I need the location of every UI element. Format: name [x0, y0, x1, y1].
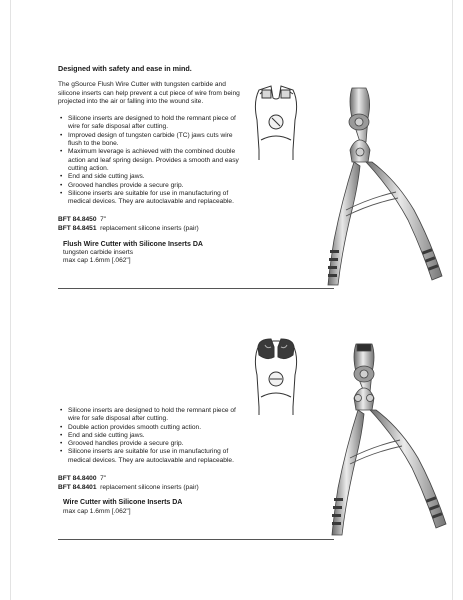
sku-line — [58, 475, 248, 484]
flush-cutter-jaw-detail-image — [245, 80, 307, 162]
intro-paragraph: The gSource Flush Wire Cutter with tungsten carbide and silicone inserts can help prevent a cut piece of wire from being projected into the air or falling into the wound site. — [58, 81, 240, 105]
section-divider — [58, 288, 334, 289]
list-item: • Improved design of tungsten carbide (TC) jaws cuts wire flush to the bone. — [68, 132, 248, 149]
sku-line — [58, 484, 248, 493]
sku-description: replacement silicone inserts (pair) — [100, 483, 199, 491]
sku-description: 7" — [100, 216, 107, 224]
section-divider — [58, 539, 334, 540]
list-item: • Grooved handles provide a secure grip. — [68, 182, 248, 190]
product-name: Flush Wire Cutter with Silicone Inserts DA — [63, 240, 203, 248]
sku-description: 7" — [100, 475, 107, 483]
list-item: • Silicone inserts are designed to hold the remnant piece of wire for safe disposal after cutting. — [68, 115, 248, 132]
sku-line — [58, 216, 248, 225]
list-item: • Double action provides smooth cutting action. — [68, 424, 248, 432]
sku-code: BFT 84.8400 — [58, 475, 97, 483]
sku-description: replacement silicone inserts (pair) — [100, 225, 199, 233]
list-item: • End and side cutting jaws. — [68, 173, 248, 181]
sku-code: BFT 84.8401 — [58, 483, 97, 491]
list-item: • Silicone inserts are designed to hold the remnant piece of wire for safe disposal after cutting. — [68, 407, 248, 424]
wire-cutter-jaw-detail-image — [245, 335, 307, 417]
section-flush-wire-cutter — [58, 65, 248, 266]
feature-list — [58, 115, 248, 206]
list-item: • Silicone inserts are suitable for use in manufacturing of medical devices. They are autoclavable and replaceable. — [68, 448, 248, 465]
product-name: Wire Cutter with Silicone Inserts DA — [63, 499, 183, 507]
page-edge-right — [452, 0, 453, 600]
sku-line — [58, 225, 248, 234]
page-edge-left — [10, 0, 11, 600]
feature-list — [58, 407, 248, 465]
sku-code: BFT 84.8451 — [58, 225, 97, 233]
product-spec: max cap 1.6mm [.062"] — [63, 507, 131, 515]
wire-cutter-image — [300, 330, 450, 540]
section-heading: Designed with safety and ease in mind. — [58, 64, 192, 73]
section-wire-cutter — [58, 407, 248, 516]
list-item: • Maximum leverage is achieved with the combined double action and leaf spring design. Provides a smooth and easy cutting action. — [68, 148, 248, 173]
list-item: • Grooved handles provide a secure grip. — [68, 440, 248, 448]
flush-wire-cutter-image — [300, 80, 450, 290]
product-spec: max cap 1.6mm [.062"] — [63, 257, 131, 265]
product-spec: tungsten carbide inserts — [63, 248, 134, 256]
list-item: • Silicone inserts are suitable for use in manufacturing of medical devices. They are autoclavable and replaceable. — [68, 190, 248, 207]
sku-code: BFT 84.8450 — [58, 216, 97, 224]
list-item: • End and side cutting jaws. — [68, 432, 248, 440]
